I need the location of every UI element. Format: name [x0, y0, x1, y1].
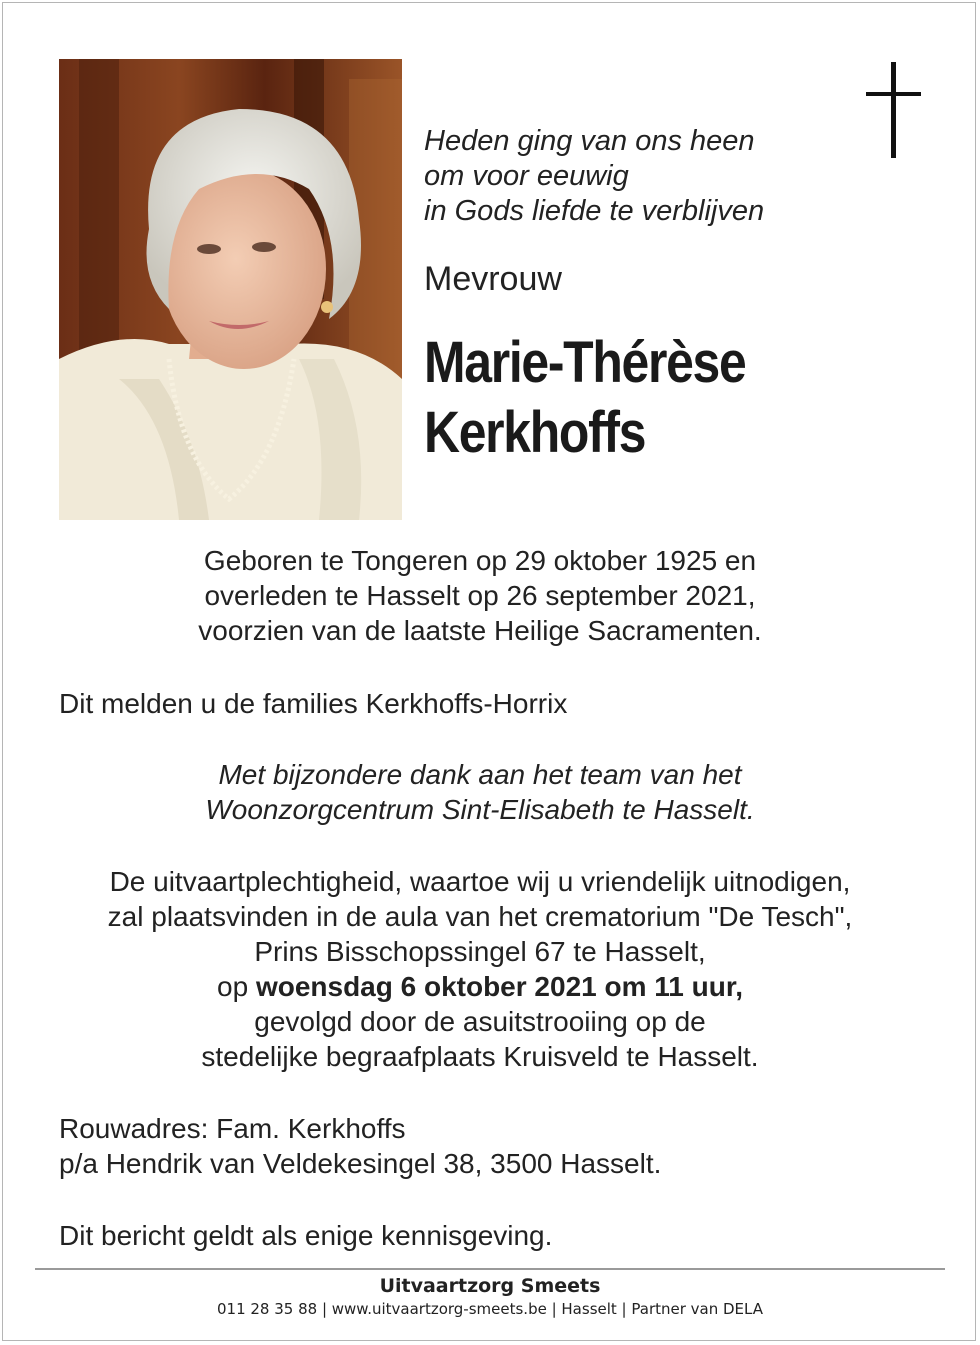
portrait-photo	[59, 59, 402, 520]
address-line: p/a Hendrik van Veldekesingel 38, 3500 Hasselt.	[59, 1148, 662, 1179]
last-name: Kerkhoffs	[424, 400, 646, 465]
notice-text: Dit bericht geldt als enige kennisgeving.	[59, 1220, 553, 1251]
first-name: Marie-Thérèse	[424, 330, 746, 395]
mourning-address	[59, 1111, 939, 1181]
ceremony-line: De uitvaartplechtigheid, waartoe wij u vriendelijk uitnodigen,	[109, 866, 851, 897]
thanks-message	[40, 757, 920, 827]
funeral-company: Uitvaartzorg Smeets	[379, 1275, 601, 1297]
ceremony-line: Prins Bisschopssingel 67 te Hasselt,	[254, 936, 706, 967]
birth-death-line: Geboren te Tongeren op 29 oktober 1925 en	[203, 545, 757, 576]
address-line: Rouwadres: Fam. Kerkhoffs	[59, 1113, 406, 1144]
funeral-company-contact: 011 28 35 88 | www.uitvaartzorg-smeets.be | Hasselt | Partner van DELA	[216, 1300, 763, 1318]
intro-line: Heden ging van ons heen	[424, 125, 755, 157]
intro-line: in Gods liefde te verblijven	[424, 195, 765, 227]
ceremony-line: zal plaatsvinden in de aula van het crematorium "De Tesch",	[107, 901, 853, 932]
intro-line: om voor eeuwig	[424, 160, 629, 192]
deceased-name	[424, 328, 837, 468]
intro-verse	[424, 124, 844, 229]
ceremony-info	[40, 864, 920, 1074]
birth-death-line: voorzien van de laatste Heilige Sacramenten.	[198, 615, 762, 646]
ceremony-line: gevolgd door de asuitstrooiing op de	[254, 1006, 706, 1037]
ceremony-line: stedelijke begraafplaats Kruisveld te Hasselt.	[201, 1041, 759, 1072]
thanks-line: Met bijzondere dank aan het team van het	[218, 759, 742, 790]
birth-death-info	[40, 543, 920, 648]
ceremony-date: woensdag 6 oktober 2021 om 11 uur,	[255, 971, 743, 1002]
birth-death-line: overleden te Hasselt op 26 september 2021,	[204, 580, 756, 611]
date-prefix: op	[217, 971, 249, 1002]
salutation: Mevrouw	[424, 260, 562, 298]
families-announcement	[59, 686, 939, 721]
footer-divider	[35, 1268, 945, 1270]
families-text: Dit melden u de families Kerkhoffs-Horrix	[59, 688, 568, 719]
notice	[59, 1218, 939, 1253]
cross-icon	[864, 62, 922, 160]
thanks-line: Woonzorgcentrum Sint-Elisabeth te Hasselt.	[205, 794, 755, 825]
ceremony-date-line	[40, 969, 920, 1004]
